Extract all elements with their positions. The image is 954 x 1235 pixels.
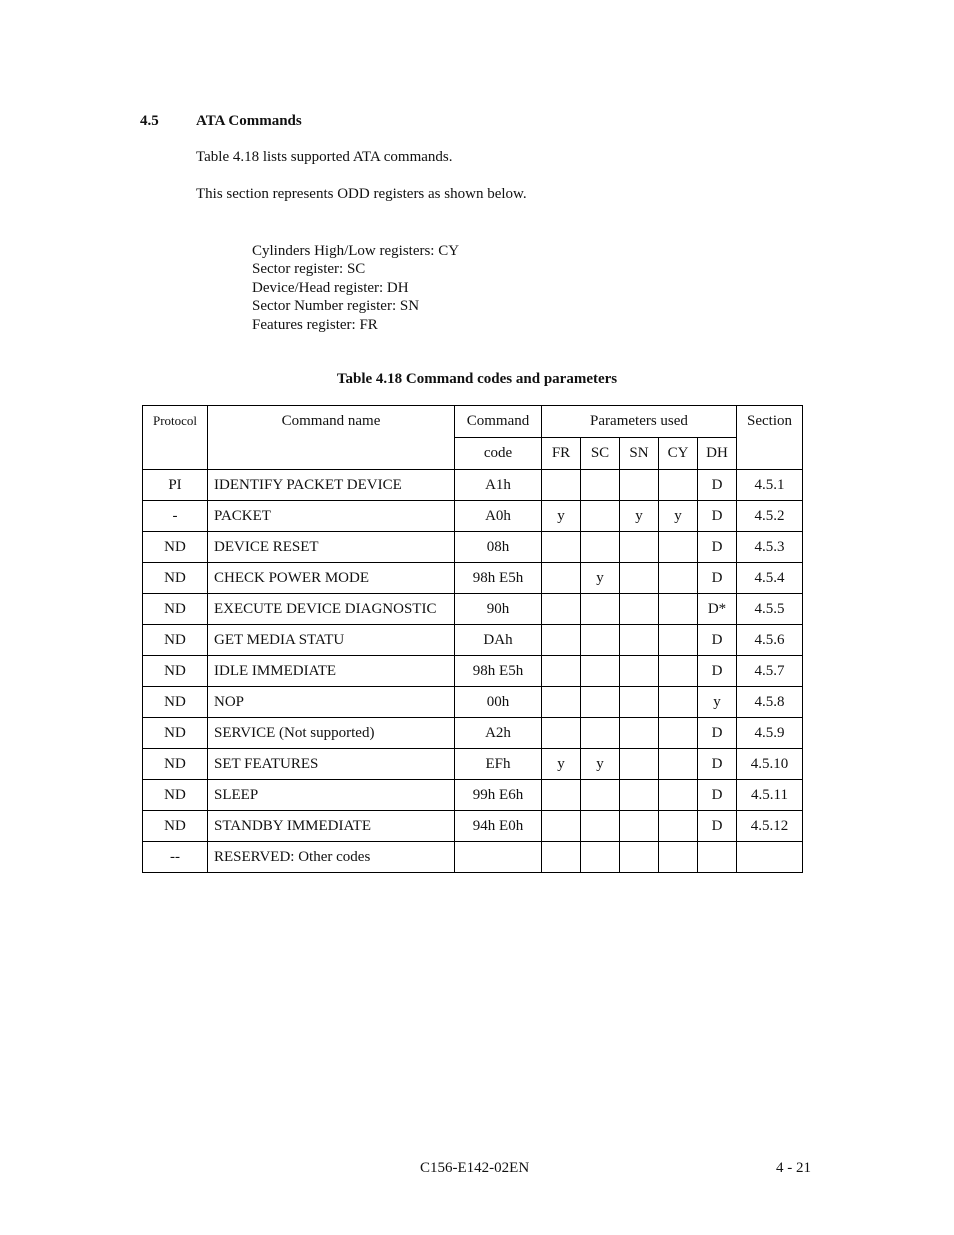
table-row: [143, 470, 803, 501]
header-param-sn: SN: [620, 438, 659, 470]
cell-command-name: RESERVED: Other codes: [208, 842, 455, 873]
cell-param-sc: [581, 594, 620, 625]
cell-command-name: CHECK POWER MODE: [208, 563, 455, 594]
cell-section: [737, 842, 803, 873]
table-row: [143, 780, 803, 811]
cell-param-dh: D: [698, 718, 737, 749]
cell-param-fr: y: [542, 749, 581, 780]
cell-command-name: SET FEATURES: [208, 749, 455, 780]
header-command-code-line1: Command: [455, 406, 542, 438]
table-row: [143, 501, 803, 532]
cell-command-code: [455, 842, 542, 873]
table-row: [143, 749, 803, 780]
cell-param-dh: D: [698, 780, 737, 811]
cell-section: 4.5.1: [737, 470, 803, 501]
cell-protocol: ND: [143, 594, 208, 625]
cell-param-sc: [581, 656, 620, 687]
header-parameters-used: Parameters used: [542, 406, 737, 438]
cell-command-code: 99h E6h: [455, 780, 542, 811]
cell-param-sn: [620, 656, 659, 687]
cell-param-fr: [542, 532, 581, 563]
cell-section: 4.5.8: [737, 687, 803, 718]
cell-command-name: SLEEP: [208, 780, 455, 811]
cell-param-sc: [581, 532, 620, 563]
cell-protocol: -: [143, 501, 208, 532]
register-item: Device/Head register: DH: [252, 279, 409, 296]
register-item: Features register: FR: [252, 316, 378, 333]
table-caption: Table 4.18 Command codes and parameters: [336, 371, 618, 387]
cell-protocol: ND: [143, 749, 208, 780]
cell-param-sn: [620, 749, 659, 780]
cell-param-sn: [620, 811, 659, 842]
cell-param-sc: y: [581, 749, 620, 780]
cell-protocol: ND: [143, 780, 208, 811]
header-command-code-line2: code: [455, 438, 542, 470]
cell-section: 4.5.2: [737, 501, 803, 532]
cell-param-fr: y: [542, 501, 581, 532]
table-row: [143, 687, 803, 718]
header-param-cy: CY: [659, 438, 698, 470]
cell-command-code: 08h: [455, 532, 542, 563]
cell-param-sn: [620, 687, 659, 718]
cell-command-name: IDLE IMMEDIATE: [208, 656, 455, 687]
section-heading: [140, 113, 302, 130]
cell-param-sc: [581, 811, 620, 842]
cell-param-fr: [542, 656, 581, 687]
table-row: [143, 594, 803, 625]
cell-section: 4.5.7: [737, 656, 803, 687]
command-table-body: [143, 470, 803, 873]
cell-param-cy: [659, 780, 698, 811]
cell-protocol: --: [143, 842, 208, 873]
table-row: [143, 532, 803, 563]
cell-param-sc: [581, 780, 620, 811]
header-param-dh: DH: [698, 438, 737, 470]
command-table: [142, 405, 803, 873]
section-number: 4.5: [140, 113, 159, 129]
cell-param-sc: [581, 470, 620, 501]
cell-param-cy: [659, 594, 698, 625]
cell-param-fr: [542, 842, 581, 873]
register-item: Sector register: SC: [252, 261, 366, 278]
cell-param-dh: D: [698, 470, 737, 501]
cell-protocol: ND: [143, 687, 208, 718]
header-protocol: Protocol: [143, 406, 208, 470]
cell-param-cy: [659, 656, 698, 687]
cell-command-name: EXECUTE DEVICE DIAGNOSTIC: [208, 594, 455, 625]
cell-param-dh: D*: [698, 594, 737, 625]
cell-command-name: NOP: [208, 687, 455, 718]
cell-param-sn: [620, 780, 659, 811]
cell-param-cy: [659, 687, 698, 718]
cell-protocol: PI: [143, 470, 208, 501]
register-item: Cylinders High/Low registers: CY: [252, 243, 460, 259]
table-row: [143, 625, 803, 656]
cell-param-dh: D: [698, 811, 737, 842]
cell-command-code: A0h: [455, 501, 542, 532]
cell-param-cy: [659, 718, 698, 749]
cell-param-fr: [542, 718, 581, 749]
cell-command-code: 00h: [455, 687, 542, 718]
cell-param-dh: D: [698, 563, 737, 594]
cell-param-sc: [581, 842, 620, 873]
cell-param-dh: y: [698, 687, 737, 718]
header-section: Section: [737, 406, 803, 470]
cell-command-name: SERVICE (Not supported): [208, 718, 455, 749]
table-row: [143, 718, 803, 749]
cell-param-sn: [620, 718, 659, 749]
cell-param-fr: [542, 811, 581, 842]
cell-param-dh: D: [698, 656, 737, 687]
cell-protocol: ND: [143, 625, 208, 656]
cell-param-cy: [659, 625, 698, 656]
cell-param-cy: y: [659, 501, 698, 532]
cell-command-code: EFh: [455, 749, 542, 780]
cell-section: 4.5.6: [737, 625, 803, 656]
cell-section: 4.5.5: [737, 594, 803, 625]
cell-param-sn: [620, 470, 659, 501]
cell-section: 4.5.11: [737, 780, 803, 811]
cell-param-sc: [581, 625, 620, 656]
cell-param-sn: y: [620, 501, 659, 532]
cell-command-name: GET MEDIA STATU: [208, 625, 455, 656]
cell-param-fr: [542, 594, 581, 625]
table-row: [143, 811, 803, 842]
cell-param-fr: [542, 563, 581, 594]
cell-param-sn: [620, 563, 659, 594]
cell-param-sc: [581, 718, 620, 749]
cell-param-fr: [542, 780, 581, 811]
cell-param-fr: [542, 625, 581, 656]
cell-section: 4.5.3: [737, 532, 803, 563]
cell-param-sn: [620, 532, 659, 563]
section-title: ATA Commands: [196, 113, 302, 129]
cell-param-sc: [581, 501, 620, 532]
cell-param-cy: [659, 563, 698, 594]
cell-section: 4.5.9: [737, 718, 803, 749]
header-param-sc: SC: [581, 438, 620, 470]
cell-command-name: PACKET: [208, 501, 455, 532]
cell-section: 4.5.10: [737, 749, 803, 780]
cell-command-code: 90h: [455, 594, 542, 625]
cell-section: 4.5.4: [737, 563, 803, 594]
cell-command-code: A1h: [455, 470, 542, 501]
cell-param-cy: [659, 749, 698, 780]
cell-param-sn: [620, 625, 659, 656]
cell-command-name: DEVICE RESET: [208, 532, 455, 563]
cell-command-code: A2h: [455, 718, 542, 749]
table-row: [143, 656, 803, 687]
cell-protocol: ND: [143, 532, 208, 563]
header-command-name: Command name: [208, 406, 455, 470]
header-param-fr: FR: [542, 438, 581, 470]
cell-param-sn: [620, 842, 659, 873]
cell-param-dh: D: [698, 532, 737, 563]
cell-param-sc: [581, 687, 620, 718]
cell-param-dh: D: [698, 625, 737, 656]
cell-protocol: ND: [143, 718, 208, 749]
cell-param-cy: [659, 532, 698, 563]
table-row: [143, 842, 803, 873]
register-list: [252, 242, 459, 334]
cell-param-sn: [620, 594, 659, 625]
register-item: Sector Number register: SN: [252, 298, 420, 315]
intro-paragraph: Table 4.18 lists supported ATA commands.: [196, 149, 453, 165]
cell-param-dh: D: [698, 501, 737, 532]
cell-section: 4.5.12: [737, 811, 803, 842]
cell-command-name: IDENTIFY PACKET DEVICE: [208, 470, 455, 501]
cell-param-dh: D: [698, 749, 737, 780]
cell-param-sc: y: [581, 563, 620, 594]
cell-protocol: ND: [143, 563, 208, 594]
note-paragraph: This section represents ODD registers as shown below.: [196, 186, 527, 202]
footer-page-number: 4 - 21: [776, 1160, 811, 1176]
cell-command-name: STANDBY IMMEDIATE: [208, 811, 455, 842]
cell-command-code: 94h E0h: [455, 811, 542, 842]
cell-param-cy: [659, 470, 698, 501]
footer-doc-code: C156-E142-02EN: [420, 1160, 530, 1176]
table-row: [143, 563, 803, 594]
cell-param-fr: [542, 687, 581, 718]
cell-param-dh: [698, 842, 737, 873]
cell-protocol: ND: [143, 656, 208, 687]
cell-command-code: 98h E5h: [455, 563, 542, 594]
cell-command-code: 98h E5h: [455, 656, 542, 687]
cell-command-code: DAh: [455, 625, 542, 656]
cell-protocol: ND: [143, 811, 208, 842]
cell-param-cy: [659, 842, 698, 873]
cell-param-cy: [659, 811, 698, 842]
cell-param-fr: [542, 470, 581, 501]
